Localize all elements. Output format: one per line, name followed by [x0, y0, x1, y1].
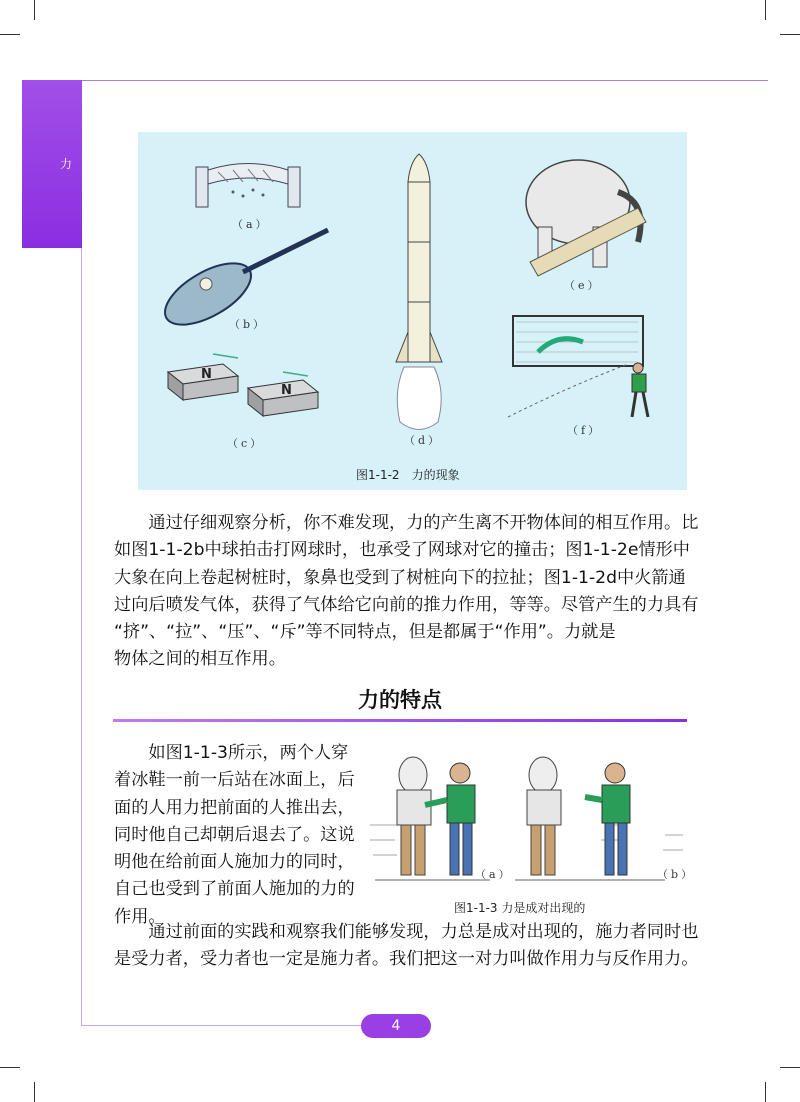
paragraph-action-reaction — [114, 919, 698, 974]
side-rule — [81, 248, 82, 1026]
text-line: 通过仔细观察分析，你不难发现，力的产生离不开物体间的相互作用。比 — [114, 513, 699, 533]
chapter-side-tab — [22, 80, 82, 248]
figure-label-e: （e） — [564, 279, 602, 292]
paragraph-skaters — [114, 740, 355, 931]
text-line: “挤”、“拉”、“压”、“斥”等不同特点，但是都属于“作用”。力就是 — [114, 622, 616, 643]
text-line: 是受力者，受力者也一定是施力者。我们把这一对力叫做作用力与反作用力。 — [114, 949, 699, 970]
text-line: 物体之间的相互作用。 — [114, 649, 286, 670]
page-number: 4 — [361, 1014, 431, 1038]
paragraph-interaction — [114, 510, 698, 674]
footer-rule — [81, 1025, 381, 1026]
skaters-b — [515, 757, 683, 880]
figure-label-f: （f） — [567, 424, 603, 437]
text-line: 过向后喷发气体，获得了气体给它向前的推力作用，等等。尽管产生的力具有 — [114, 594, 699, 615]
chapter-tab-label: 力 — [60, 157, 73, 171]
figure-label-b: （b） — [229, 318, 268, 331]
skaters-a — [370, 757, 490, 880]
figure-skaters — [365, 745, 696, 895]
text-line: 作用。 — [114, 906, 166, 927]
text-line: 面的人用力把前面的人推出去， — [114, 797, 355, 818]
text-line: 自己也受到了前面人施加的力的 — [114, 879, 355, 900]
text-line: 同时他自己却朝后退去了。这说 — [114, 824, 355, 845]
figure-label-b: （b） — [657, 868, 696, 881]
figure-caption: 图1-1-2 力的现象 — [356, 468, 460, 482]
figure-label-c: （c） — [227, 437, 265, 450]
figure-force-phenomena — [138, 132, 687, 490]
crop-mark — [0, 1067, 20, 1068]
text-line: 如图1-1-3所示，两个人穿 — [114, 743, 349, 763]
figure-caption: 图1-1-3 力是成对出现的 — [454, 901, 586, 915]
magnets-illustration — [168, 354, 318, 416]
soccer-illustration — [508, 316, 648, 417]
header-rule — [82, 80, 768, 81]
crop-mark — [765, 0, 766, 20]
section-rule — [113, 719, 687, 722]
crop-mark — [765, 1082, 766, 1102]
magnet-n-label: N — [281, 383, 292, 398]
text-line: 着冰鞋一前一后站在冰面上，后 — [114, 770, 355, 791]
crop-mark — [780, 34, 800, 35]
elephant-illustration — [526, 160, 646, 276]
text-line: 如图1-1-2b中球拍击打网球时，也承受了网球对它的撞击；图1-1-2e情形中 — [114, 540, 690, 561]
text-line: 通过前面的实践和观察我们能够发现，力总是成对出现的，施力者同时也 — [114, 922, 699, 942]
text-line: 明他在给前面人施加力的同时， — [114, 852, 355, 873]
crop-mark — [34, 1082, 35, 1102]
skaters-illustration — [365, 745, 687, 895]
rocket-illustration — [396, 154, 442, 430]
text-line: 大象在向上卷起树桩时，象鼻也受到了树桩向下的拉扯；图1-1-2d中火箭通 — [114, 567, 686, 588]
figure-label-d: （d） — [404, 434, 443, 447]
figure-label-a: （a） — [232, 218, 270, 231]
section-title: 力的特点 — [358, 688, 442, 712]
crop-mark — [780, 1067, 800, 1068]
magnet-n-label: N — [201, 367, 212, 382]
crop-mark — [34, 0, 35, 20]
towel-illustration — [196, 164, 300, 208]
crop-mark — [0, 34, 20, 35]
figure-label-a: （a） — [475, 868, 513, 881]
